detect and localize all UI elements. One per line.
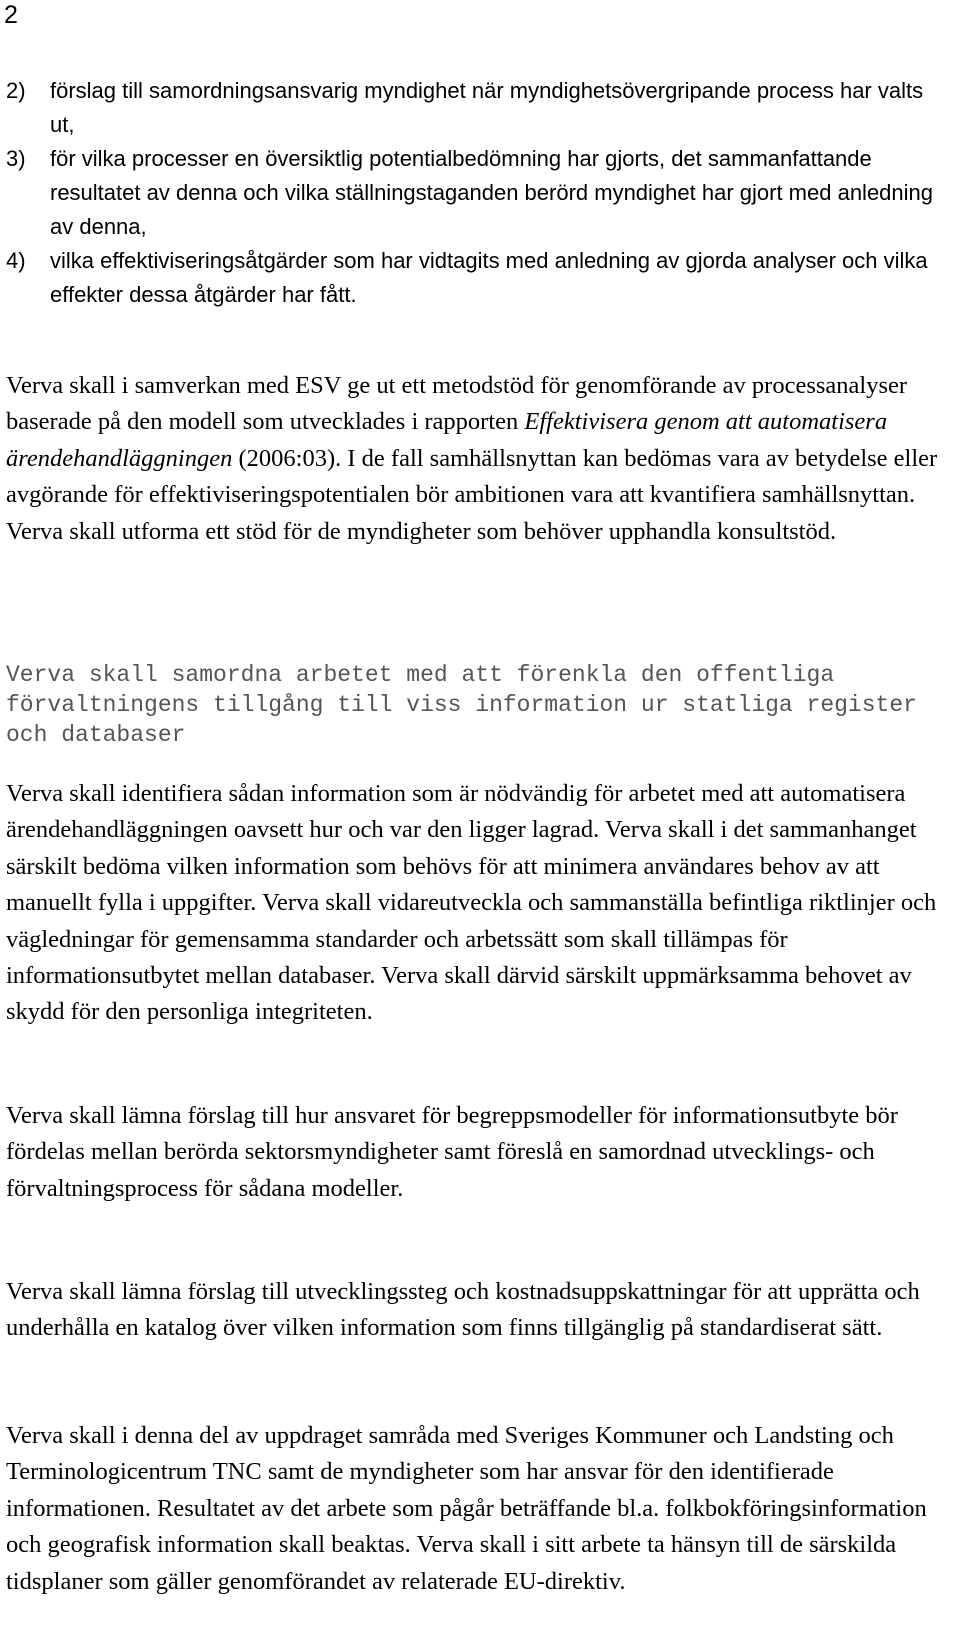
paragraph-method-support [6,368,954,550]
list-item-text: för vilka processer en översiktlig potentialbedömning har gjorts, det sammanfattande resultatet av denna och vilka ställningstaganden berörd myndighet har gjort med anledning av denna, [50,146,934,239]
paragraph-identify-information: Verva skall identifiera sådan information som är nödvändig för arbetet med att automatisera ärendehandläggningen oavsett hur och var den ligger lagrad. Verva skall i det sammanhanget särskilt bedöma vilken information som behövs för att minimera användares behov av att manuellt fylla i uppgifter. Verva skall vidareutveckla och sammanställa befintliga riktlinjer och vägledningar för gemensamma standarder och arbetssätt som skall tillämpas för informationsutbytet mellan databaser. Verva skall därvid särskilt uppmärksamma behovet av skydd för den personliga integriteten. [6,780,937,1026]
report-title: Effektivisera genom att automatisera ärendehandläggningen [6,408,888,472]
paragraph-consultation: Verva skall i denna del av uppdraget samråda med Sveriges Kommuner och Landsting och Terminologicentrum TNC samt de myndigheter som har ansvar för den identifierade informationen. Resultatet av det arbete som pågår beträffande bl.a. folkbokföringsinformation och geografisk information skall beaktas. Verva skall i sitt arbete ta hänsyn till de särskilda tidsplaner som gäller genomförandet av relaterade EU-direktiv. [6,1422,927,1595]
paragraph-text: Verva skall i samverkan med ESV ge ut ett metodstöd för genomförande av processanalyser baserade på den modell som utvecklades i rapporten [6,372,908,436]
list-item-number: 2) [6,78,26,103]
paragraph-concept-models: Verva skall lämna förslag till hur ansvaret för begreppsmodeller för informationsutbyte bör fördelas mellan berörda sektorsmyndigheter samt föreslå en samordnad utvecklings- och förvaltningsprocess för sådana modeller. [6,1102,898,1202]
list-item-number: 4) [6,248,26,273]
list-item [0,142,950,244]
list-item-number: 3) [6,146,26,171]
section-heading: Verva skall samordna arbetet med att förenkla den offentliga förvaltningens tillgång till viss information ur statliga register och databaser [6,662,917,748]
list-item-text: vilka effektiviseringsåtgärder som har vidtagits med anledning av gjorda analyser och vilka effekter dessa åtgärder har fått. [50,248,928,307]
paragraph-text: (2006:03). I de fall samhällsnyttan kan bedömas vara av betydelse eller avgörande för effektiviseringspotentialen bör ambitionen vara att kvantifiera samhällsnyttan. Verva skall utforma ett stöd för de myndigheter som behöver upphandla konsultstöd. [6,444,938,545]
page-number: 2 [4,1,18,29]
paragraph-catalog: Verva skall lämna förslag till utvecklingssteg och kostnadsuppskattningar för att upprätta och underhålla en katalog över vilken information som finns tillgänglig på standardiserat sätt. [6,1278,920,1342]
list-item [0,74,950,142]
numbered-list [0,74,960,312]
list-item [0,244,950,312]
list-item-text: förslag till samordningsansvarig myndighet när myndighetsövergripande process har valts ut, [50,78,924,137]
